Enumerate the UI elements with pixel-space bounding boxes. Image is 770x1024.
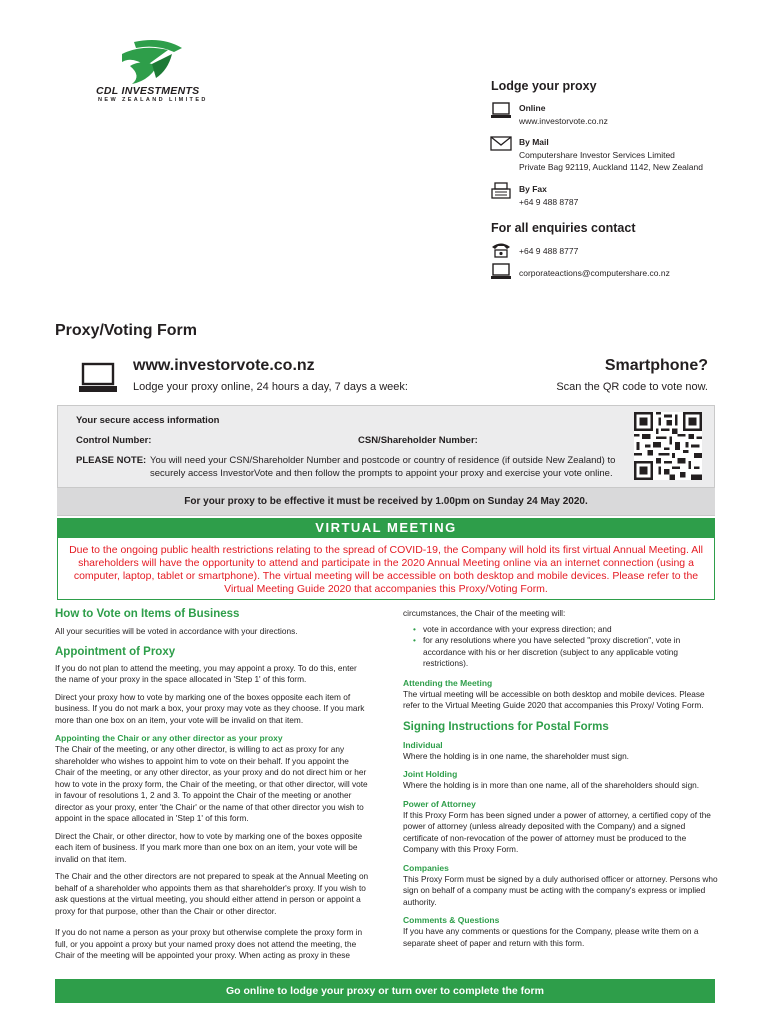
power-of-attorney-text: If this Proxy Form has been signed under a power of attorney, a certified copy of the power of attorney (unless already deposited with the Company) and a signed certificate of non-revocation of the power of attorney must be produced to the Company with this Proxy Form. [403, 809, 711, 854]
list-item: • vote in accordance with your express direction; and [403, 624, 718, 636]
joint-text: Where the holding is in more than one name, all of the shareholders should sign. [403, 780, 700, 790]
individual-text: Where the holding is in one name, the shareholder must sign. [403, 750, 629, 761]
comments-text: If you have any comments or questions for the Company, please write them on a separate sheet of paper and return with this form. [403, 926, 699, 948]
attending-text: The virtual meeting will be accessible on both desktop and mobile devices. Please refer to the Virtual Meeting Guide 2020 that accompanies this Proxy/ Voting Form. [403, 688, 705, 710]
investorvote-url[interactable]: www.investorvote.co.nz [133, 357, 315, 374]
how-to-vote-text: All your securities will be voted in accordance with your directions. [55, 626, 298, 636]
list-item: • for any resolutions where you have selected "proxy discretion", vote in accordance with his or her discretion (subject to any applicable voting restrictions). [403, 635, 718, 670]
logo-subtitle: NEW ZEALAND LIMITED [98, 97, 208, 103]
individual-heading: Individual [403, 739, 443, 750]
lodge-online-label: Online [519, 103, 546, 113]
enquiries-email[interactable]: corporateactions@computershare.co.nz [519, 268, 670, 278]
envelope-icon [490, 135, 512, 153]
qr-code[interactable] [634, 412, 702, 480]
lodge-mail-line1: Computershare Investor Services Limited [519, 150, 675, 160]
logo-mark-icon [112, 40, 184, 86]
company-logo [96, 40, 208, 104]
chair-continued: circumstances, the Chair of the meeting will: [403, 608, 566, 618]
laptop-icon [490, 102, 512, 120]
lodge-fax-label: By Fax [519, 184, 547, 194]
appointment-p2: Direct your proxy how to vote by marking one of the boxes opposite each item of business. If you do not mark a box, your proxy may vote as they choose. If you mark more than one box on an item, your vote will be invalid on that item. [55, 691, 365, 725]
left-column [55, 608, 370, 962]
secure-access-title: Your secure access information [76, 415, 220, 426]
comments-heading: Comments & Questions [403, 915, 500, 925]
laptop-icon [490, 263, 512, 281]
chair-heading: Appointing the Chair or any other director as your proxy [55, 733, 283, 743]
lodge-mail-line2: Private Bag 92119, Auckland 1142, New Zealand [519, 162, 703, 172]
computer-icon [77, 362, 119, 394]
power-of-attorney-heading: Power of Attorney [403, 798, 476, 809]
chair-p4: If you do not name a person as your proxy but otherwise complete the proxy form in full, or you appoint a proxy but your named proxy does not attend the meeting, the Chair of the meeting will be appointed your proxy. When acting as proxy in these [55, 927, 363, 960]
enquiries-title: For all enquiries contact [491, 221, 636, 235]
control-number-label: Control Number: [76, 435, 152, 446]
chair-p3: The Chair and the other directors are not prepared to speak at the Annual Meeting on behalf of a shareholder who appoints them as that shareholder's proxy. If you wish to ask questions at the virtual meeting, you should either attend in person or appoint a proxy for that purpose, other than the Chair or other director. [55, 871, 369, 916]
effective-deadline: For your proxy to be effective it must be received by 1.00pm on Sunday 24 May 2020. [57, 487, 715, 515]
please-note-text: You will need your CSN/Shareholder Number and postcode or country of residence (if outside New Zealand) to securely access InvestorVote and then follow the prompts to appoint your proxy and exercise your vote online. [150, 455, 616, 479]
csn-label: CSN/Shareholder Number: [358, 435, 478, 446]
how-to-vote-heading: How to Vote on Items of Business [55, 608, 240, 620]
virtual-meeting-title: VIRTUAL MEETING [57, 518, 715, 538]
please-note-label: PLEASE NOTE: [76, 455, 147, 466]
scan-text: Scan the QR code to vote now. [556, 381, 708, 393]
lodge-mail-label: By Mail [519, 137, 549, 147]
companies-heading: Companies [403, 862, 449, 873]
footer-banner: Go online to lodge your proxy or turn over to complete the form [55, 979, 715, 1003]
virtual-meeting-text: Due to the ongoing public health restrictions relating to the spread of COVID-19, the Company will hold its first virtual Annual Meeting. All shareholders will have the opportunity to attend and participate in the 2020 Annual Meeting online via an internet connection (using a computer, laptop, tablet or smartphone). The virtual meeting will be accessible on both desktop and mobile devices. Please refer to the Virtual Meeting Guide 2020 that accompanies this Proxy/Voting Form. [69, 544, 703, 595]
chair-p1: The Chair of the meeting, or any other director, is willing to act as proxy for any shareholder who wishes to appoint him to vote on their behalf. If you appoint the Chair of the meeting, or any other director, as your proxy and do not direct him or her how to vote in the proxy form, the Chair of the meeting, or that other director, will vote in favour of resolutions 1, 2 and 3. To appoint the Chair of the meeting or another director as your proxy, enter 'the Chair' or the name of that other director you wish to appoint in the space allocated in 'Step 1' of this form. [55, 744, 368, 823]
lodge-fax-number: +64 9 488 8787 [519, 197, 579, 207]
right-column [403, 608, 718, 949]
chair-p2: Direct the Chair, or other director, how to vote by marking one of the boxes opposite each item of business. If you mark more than one box on an item, your vote will be invalid on that item. [55, 830, 363, 864]
lodge-online-url[interactable]: www.investorvote.co.nz [519, 116, 608, 126]
fax-icon [490, 182, 512, 200]
appointment-p1: If you do not plan to attend the meeting, you may appoint a proxy. To do this, enter the name of your proxy in the space allocated in 'Step 1' of this form. [55, 662, 357, 684]
logo-name: CDL INVESTMENTS [96, 85, 200, 97]
form-title: Proxy/Voting Form [55, 322, 197, 339]
vote-online-header [57, 346, 715, 406]
signing-heading: Signing Instructions for Postal Forms [403, 720, 609, 733]
attending-heading: Attending the Meeting [403, 677, 493, 688]
phone-icon [490, 241, 512, 259]
smartphone-heading: Smartphone? [604, 357, 708, 374]
enquiries-phone: +64 9 488 8777 [519, 246, 579, 256]
joint-heading: Joint Holding [403, 769, 458, 779]
companies-text: This Proxy Form must be signed by a duly authorised officer or attorney. Persons who sign on behalf of a company must be acting with the company's express or implied authority. [403, 873, 718, 907]
appointment-heading: Appointment of Proxy [55, 645, 176, 658]
lodge-title: Lodge your proxy [491, 79, 597, 93]
chair-duties-list [403, 624, 718, 670]
online-text: Lodge your proxy online, 24 hours a day, 7 days a week: [133, 381, 408, 393]
